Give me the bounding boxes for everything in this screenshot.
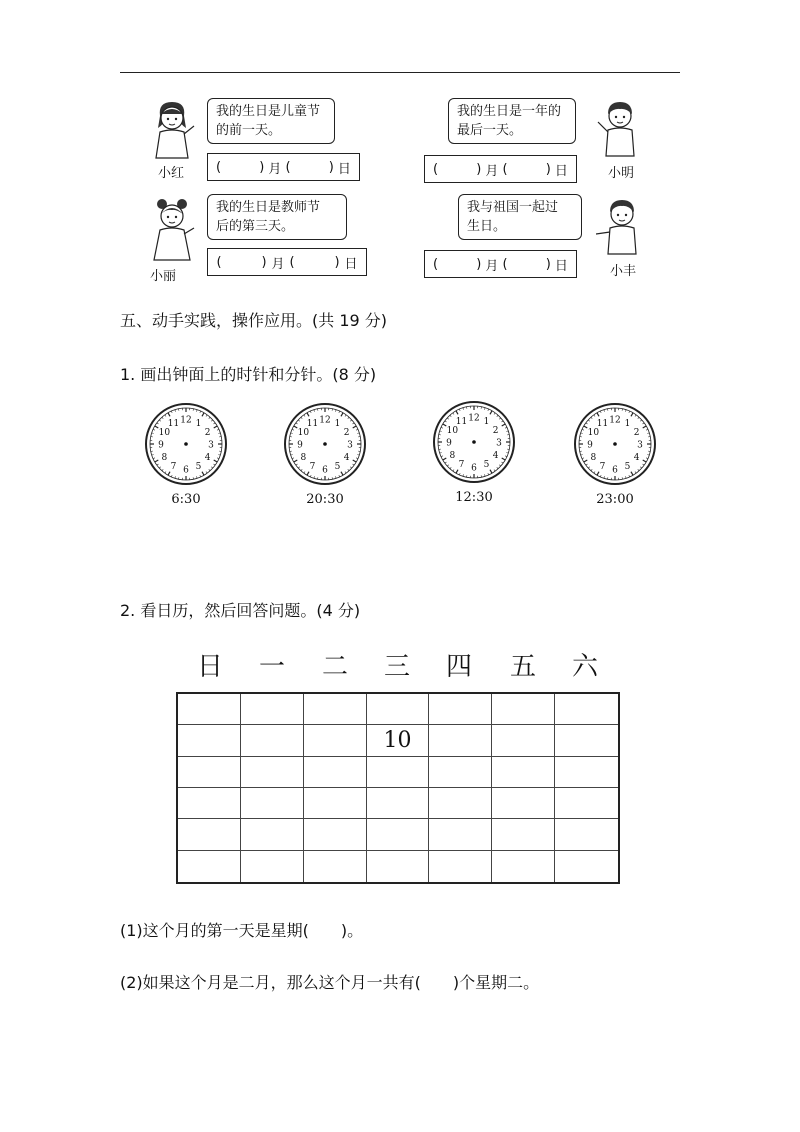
- speech-bubble: [448, 98, 576, 144]
- clock-number: 8: [449, 451, 456, 461]
- clock-center-dot: [472, 440, 476, 444]
- speech-line: 后的第三天。: [216, 219, 295, 234]
- birthday-answer-box[interactable]: [424, 250, 577, 278]
- clock-face[interactable]: [573, 402, 657, 486]
- calendar-cell[interactable]: [178, 819, 241, 850]
- weekday-header: 六: [572, 652, 599, 682]
- clock-svg: [283, 402, 367, 486]
- clock-number: 6: [612, 465, 618, 476]
- paren: ): [328, 159, 334, 175]
- clock-number: 8: [161, 453, 168, 463]
- paren: (: [502, 161, 508, 177]
- clock-time-label: 20:30: [306, 492, 344, 507]
- calendar-cell[interactable]: [304, 851, 367, 882]
- speech-line: 的前一天。: [216, 123, 282, 138]
- calendar-cell[interactable]: [367, 788, 430, 819]
- calendar-cell[interactable]: [241, 725, 304, 756]
- clock-number: 12: [609, 415, 621, 426]
- clock-center-dot: [184, 442, 188, 446]
- sub-question-1: (1)这个月的第一天是星期( )。: [120, 921, 364, 940]
- calendar-cell[interactable]: [429, 694, 492, 725]
- clock-number: 4: [633, 453, 640, 463]
- girl-illustration-xiaohong: [146, 98, 198, 160]
- clock-svg: [432, 400, 516, 484]
- clock-number: 8: [590, 453, 597, 463]
- clock-number: 1: [483, 416, 490, 427]
- calendar-cell[interactable]: [429, 819, 492, 850]
- clock-center-dot: [613, 442, 617, 446]
- question-1-title: 1. 画出钟面上的时针和分针。(8 分): [120, 365, 377, 384]
- clock-time-label: 6:30: [171, 492, 201, 507]
- person-name: 小丰: [610, 264, 637, 279]
- calendar-cell[interactable]: [178, 694, 241, 725]
- clock-svg: [573, 402, 657, 486]
- clock-number: 1: [195, 418, 202, 429]
- paren: (: [433, 161, 439, 177]
- clock-number: 7: [458, 460, 465, 471]
- calendar-cell[interactable]: [241, 788, 304, 819]
- calendar-cell[interactable]: [492, 851, 555, 882]
- calendar-cell[interactable]: [304, 819, 367, 850]
- clock-number: 3: [496, 438, 502, 449]
- speech-bubble: [458, 194, 582, 240]
- clock-number: 12: [468, 413, 480, 424]
- person-name: 小丽: [150, 269, 177, 284]
- calendar-cell[interactable]: [492, 694, 555, 725]
- calendar-cell[interactable]: [304, 694, 367, 725]
- boy-illustration-xiaofeng: [596, 194, 648, 256]
- clock-number: 10: [446, 426, 459, 436]
- day-label: 日: [554, 258, 568, 274]
- weekday-header: 五: [510, 652, 537, 682]
- clock-number: 5: [483, 460, 490, 471]
- day-label: 日: [337, 161, 351, 177]
- clock-number: 1: [624, 418, 631, 429]
- speech-line: 我的生日是儿童节: [216, 104, 321, 119]
- speech-line: 我的生日是教师节: [216, 200, 321, 215]
- clock-number: 3: [347, 440, 353, 451]
- calendar-cell[interactable]: [555, 757, 618, 788]
- clock-number: 4: [204, 453, 211, 463]
- calendar-cell[interactable]: [492, 788, 555, 819]
- clock-number: 1: [334, 418, 341, 429]
- girl-illustration-xiaoli: [146, 196, 198, 262]
- calendar-cell[interactable]: [555, 788, 618, 819]
- calendar-cell[interactable]: [555, 725, 618, 756]
- paren: (: [289, 254, 295, 270]
- paren: ): [545, 256, 551, 272]
- calendar-cell[interactable]: [429, 725, 492, 756]
- calendar-cell[interactable]: [241, 851, 304, 882]
- paren: (: [285, 159, 291, 175]
- calendar-cell[interactable]: [304, 725, 367, 756]
- clock-number: 11: [455, 416, 468, 427]
- calendar-cell[interactable]: [492, 757, 555, 788]
- calendar-cell[interactable]: [304, 788, 367, 819]
- clock-number: 7: [599, 462, 606, 473]
- clock-face[interactable]: [432, 400, 516, 484]
- calendar-cell[interactable]: [241, 757, 304, 788]
- paren: ): [476, 161, 482, 177]
- calendar-cell[interactable]: [555, 851, 618, 882]
- clock-number: 9: [158, 440, 164, 451]
- calendar-cell[interactable]: [178, 788, 241, 819]
- weekday-header: 二: [322, 652, 349, 682]
- calendar-cell[interactable]: [429, 757, 492, 788]
- clock-number: 9: [297, 440, 303, 451]
- paren: ): [334, 254, 340, 270]
- clock-face[interactable]: [144, 402, 228, 486]
- calendar-cell[interactable]: [492, 819, 555, 850]
- calendar-cell[interactable]: [429, 851, 492, 882]
- paren: (: [433, 256, 439, 272]
- day-label: 日: [554, 163, 568, 179]
- day-label: 日: [344, 256, 358, 272]
- calendar-cell[interactable]: [367, 851, 430, 882]
- speech-line: 我与祖国一起过: [467, 200, 559, 215]
- clock-number: 5: [334, 462, 341, 473]
- clock-number: 8: [300, 453, 307, 463]
- paren: ): [259, 159, 265, 175]
- calendar-cell[interactable]: [178, 851, 241, 882]
- clock-time-label: 23:00: [596, 492, 634, 507]
- weekday-header: 四: [446, 652, 473, 682]
- birthday-answer-box[interactable]: [424, 155, 577, 183]
- calendar-cell[interactable]: [367, 694, 430, 725]
- speech-line: 生日。: [467, 219, 507, 234]
- month-label: 月: [271, 256, 285, 272]
- person-name: 小明: [608, 166, 635, 181]
- calendar-cell[interactable]: [304, 757, 367, 788]
- clock-number: 7: [309, 462, 316, 473]
- clock-number: 11: [167, 418, 180, 429]
- section-title: 五、动手实践，操作应用。(共 19 分): [120, 311, 388, 330]
- month-label: 月: [485, 163, 499, 179]
- calendar-cell[interactable]: [367, 757, 430, 788]
- clock-number: 7: [170, 462, 177, 473]
- calendar-cell[interactable]: [241, 694, 304, 725]
- clock-number: 6: [183, 465, 189, 476]
- speech-bubble: [207, 98, 335, 144]
- clock-number: 11: [596, 418, 609, 429]
- clock-face[interactable]: [283, 402, 367, 486]
- weekday-header: 日: [197, 652, 224, 682]
- calendar-cell[interactable]: [367, 819, 430, 850]
- paren: ): [545, 161, 551, 177]
- clock-number: 5: [624, 462, 631, 473]
- clock-number: 5: [195, 462, 202, 473]
- clock-number: 4: [492, 451, 499, 461]
- clock-center-dot: [323, 442, 327, 446]
- paren: (: [502, 256, 508, 272]
- person-name: 小红: [158, 166, 185, 181]
- birthday-answer-box[interactable]: [207, 153, 360, 181]
- weekday-header: 一: [259, 652, 286, 682]
- paren: (: [216, 159, 222, 175]
- calendar-cell[interactable]: [241, 819, 304, 850]
- weekday-header: 三: [384, 652, 411, 682]
- clock-number: 12: [319, 415, 331, 426]
- clock-number: 3: [637, 440, 643, 451]
- speech-line: 我的生日是一年的: [457, 104, 562, 119]
- calendar-cell-marked[interactable]: 10: [367, 725, 430, 756]
- header-rule: [120, 72, 680, 73]
- month-label: 月: [268, 161, 282, 177]
- sub-question-2: (2)如果这个月是二月，那么这个月一共有( )个星期二。: [120, 973, 540, 992]
- calendar-grid: [176, 692, 620, 884]
- clock-svg: [144, 402, 228, 486]
- clock-number: 10: [297, 428, 310, 438]
- paren: (: [216, 254, 222, 270]
- clock-number: 10: [587, 428, 600, 438]
- paren: ): [261, 254, 267, 270]
- birthday-answer-box[interactable]: [207, 248, 367, 276]
- boy-illustration-xiaoming: [594, 96, 646, 158]
- calendar-cell[interactable]: [492, 725, 555, 756]
- clock-number: 9: [587, 440, 593, 451]
- clock-number: 6: [471, 463, 477, 474]
- clock-number: 10: [158, 428, 171, 438]
- clock-number: 2: [633, 428, 640, 438]
- clock-number: 2: [343, 428, 350, 438]
- clock-number: 6: [322, 465, 328, 476]
- speech-bubble: [207, 194, 347, 240]
- clock-number: 4: [343, 453, 350, 463]
- paren: ): [476, 256, 482, 272]
- clock-number: 9: [446, 438, 452, 449]
- calendar-cell[interactable]: [555, 694, 618, 725]
- calendar-cell[interactable]: [429, 788, 492, 819]
- clock-number: 3: [208, 440, 214, 451]
- month-label: 月: [485, 258, 499, 274]
- calendar-cell[interactable]: [178, 725, 241, 756]
- clock-number: 12: [180, 415, 192, 426]
- speech-line: 最后一天。: [457, 123, 523, 138]
- calendar-cell[interactable]: [555, 819, 618, 850]
- clock-number: 2: [204, 428, 211, 438]
- clock-time-label: 12:30: [455, 490, 493, 505]
- clock-number: 11: [306, 418, 319, 429]
- clock-number: 2: [492, 426, 499, 436]
- question-2-title: 2. 看日历，然后回答问题。(4 分): [120, 601, 361, 620]
- calendar-cell[interactable]: [178, 757, 241, 788]
